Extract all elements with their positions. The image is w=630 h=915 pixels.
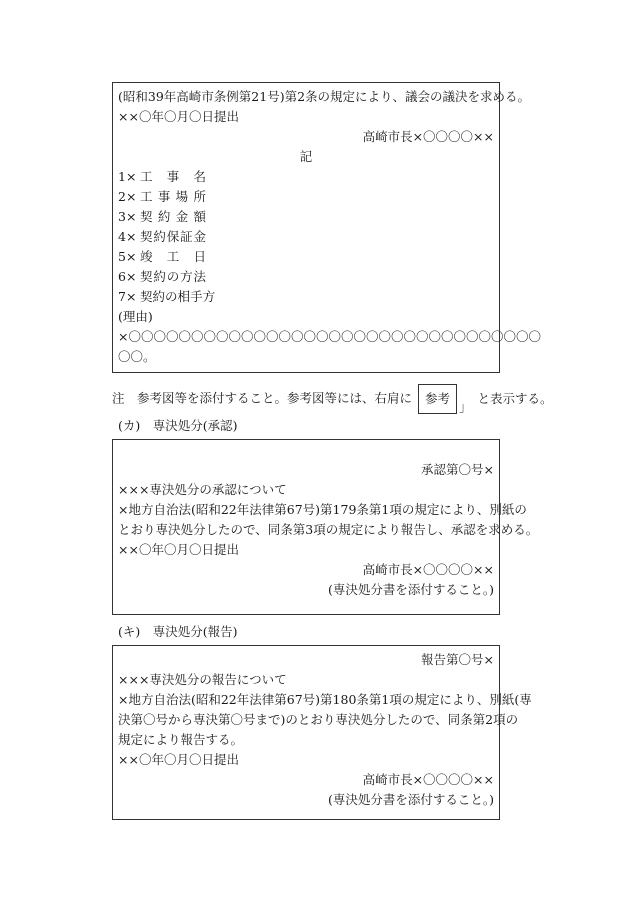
item-label-char: 約 — [153, 229, 166, 244]
report-signer: 高崎市長×〇〇〇〇×× — [362, 772, 494, 787]
item-label-char: 約 — [152, 289, 166, 304]
item-label-char: 工 — [140, 169, 153, 184]
item-label-char: 工 — [140, 189, 153, 204]
item-label-char: 契 — [140, 289, 153, 304]
approval-body-line1: ×地方自治法(昭和22年法律第67号)第179条第1項の規定により、別紙の — [118, 502, 527, 517]
item-label-char: 日 — [193, 249, 206, 264]
item-label-char: 竣 — [140, 249, 153, 264]
item-label-char: 法 — [193, 269, 206, 284]
item-label-char: 金 — [175, 209, 189, 224]
item-row — [118, 207, 494, 227]
approval-title: ×××専決処分の承認について — [118, 482, 287, 497]
reason-text-line2: 〇〇。 — [118, 349, 156, 364]
signer: 高崎市長×〇〇〇〇×× — [362, 129, 494, 144]
agenda-box-contract — [112, 82, 541, 373]
item-label-char: 方 — [202, 289, 216, 304]
item-label-char: 事 — [157, 189, 171, 204]
item-label-char: 約 — [157, 209, 171, 224]
item-label-char: 所 — [193, 189, 206, 204]
approval-number: 承認第〇号× — [421, 462, 494, 477]
item-label — [140, 167, 206, 187]
item-number: 4× — [118, 229, 137, 244]
item-row — [118, 187, 494, 207]
item-row — [118, 267, 494, 287]
report-body-line1: ×地方自治法(昭和22年法律第67号)第180条第1項の規定により、別紙(専 — [118, 692, 532, 707]
ki-heading: 記 — [299, 149, 313, 164]
approval-body-line2: とおり専決処分したので、同条第3項の規定により報告し、承認を求める。 — [118, 522, 539, 537]
item-label-char: 契 — [140, 269, 153, 284]
reason-label: (理由) — [118, 309, 153, 324]
approval-date: ××〇年〇月〇日提出 — [118, 542, 239, 557]
item-label-char: 約 — [153, 269, 166, 284]
item-label-char: 契 — [140, 229, 153, 244]
item-label — [140, 227, 206, 247]
item-label — [140, 187, 206, 207]
item-row — [118, 227, 494, 247]
item-label-char: 保 — [166, 229, 180, 244]
item-label — [140, 267, 206, 287]
item-label-char: の — [166, 269, 180, 284]
item-row — [118, 247, 494, 267]
item-label-char: 工 — [166, 249, 180, 264]
note-prefix: 注 参考図等を添付すること。参考図等には、右肩に — [112, 390, 413, 406]
item-label-char: 名 — [193, 169, 206, 184]
approval-attach-note: (専決処分書を添付すること。) — [327, 582, 494, 597]
section-label-ka: (カ) 専決処分(承認) — [118, 418, 238, 433]
note-suffix: と表示する。 — [477, 390, 553, 406]
item-row — [118, 167, 494, 187]
report-title: ×××専決処分の報告について — [118, 672, 287, 687]
item-label-char: 相 — [177, 289, 191, 304]
item-label — [140, 207, 206, 227]
item-number: 6× — [118, 269, 137, 284]
item-label-char: 方 — [180, 269, 193, 284]
item-number: 5× — [118, 249, 137, 264]
note-bracket: 」 — [459, 398, 472, 414]
agenda-box-report — [112, 645, 532, 820]
report-number: 報告第〇号× — [421, 652, 494, 667]
report-date: ××〇年〇月〇日提出 — [118, 752, 239, 767]
report-body-line2: 決第〇号から専決第〇号まで)のとおり専決処分したので、同条第2項の — [118, 712, 519, 727]
item-label-char: 額 — [193, 209, 206, 224]
approval-signer: 高崎市長×〇〇〇〇×× — [362, 562, 494, 577]
item-number: 7× — [118, 289, 137, 304]
report-attach-note: (専決処分書を添付すること。) — [327, 792, 494, 807]
item-number: 1× — [118, 169, 137, 184]
item-label-char: 場 — [175, 189, 189, 204]
report-body-line3: 規定により報告する。 — [118, 732, 244, 747]
item-number: 2× — [118, 189, 137, 204]
item-label-char: の — [165, 289, 178, 304]
item-label-char: 手 — [190, 289, 203, 304]
item-label-char: 事 — [166, 169, 180, 184]
item-row — [118, 287, 494, 307]
section-label-ki: (キ) 専決処分(報告) — [118, 624, 238, 639]
item-label — [140, 287, 216, 307]
item-label-char: 契 — [140, 209, 153, 224]
authority-text: (昭和39年高崎市条例第21号)第2条の規定により、議会の議決を求める。 — [118, 89, 531, 104]
agenda-box-approval — [112, 439, 539, 615]
item-label-char: 金 — [193, 229, 206, 244]
item-number: 3× — [118, 209, 137, 224]
reference-stamp: 参考 — [418, 384, 457, 414]
submission-date: ××〇年〇月〇日提出 — [118, 109, 239, 124]
item-label-char: 証 — [180, 229, 193, 244]
note-line — [112, 384, 553, 414]
item-list — [118, 167, 494, 307]
reason-text-line1: ×〇〇〇〇〇〇〇〇〇〇〇〇〇〇〇〇〇〇〇〇〇〇〇〇〇〇〇〇〇〇〇〇〇 — [118, 329, 541, 344]
item-label — [140, 247, 206, 267]
